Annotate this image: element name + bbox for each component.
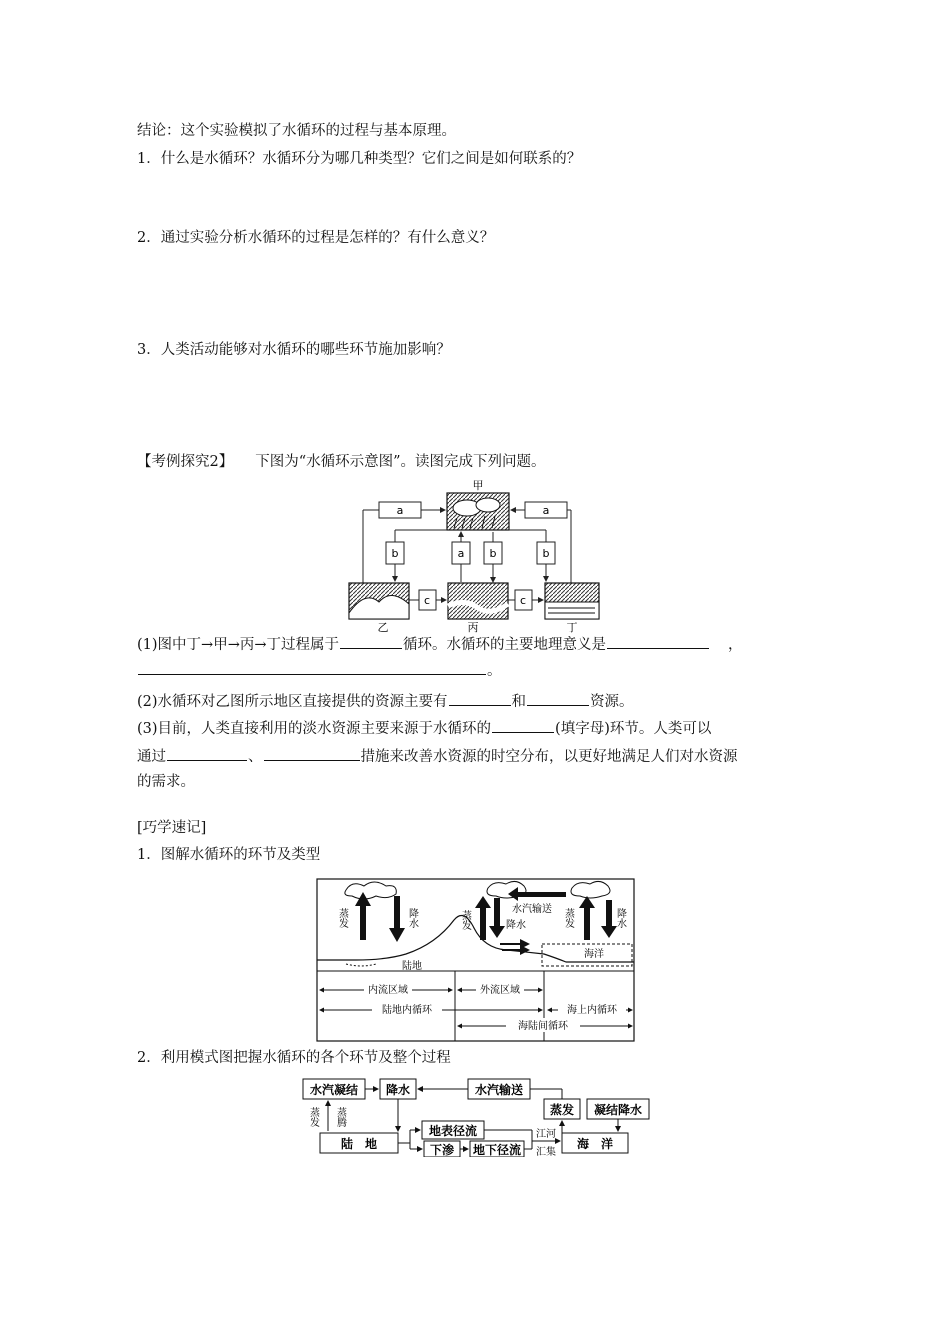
node-vapor: 水汽输送 [474,1083,524,1097]
vapor-label: 水汽输送 [512,904,552,915]
land-evap-label: 蒸发 [336,908,348,928]
gather-label: 汇集 [536,1147,556,1157]
conclusion: 结论：这个实验模拟了水循环的过程与基本原理。 [137,123,456,139]
answer-blank[interactable] [607,634,709,649]
outer-region-label: 外流区域 [480,985,520,996]
land-precip-label: 降水 [406,908,418,928]
q3-line3: 的需求。 [137,774,195,790]
box-b-middle: b [489,547,497,560]
q1-line1: (1)图中丁→甲→丙→丁过程属于 循环。水循环的主要地理意义是 ， [137,634,743,655]
sea-evap-label: 蒸发 [562,908,574,928]
node-infiltrate: 下渗 [429,1143,455,1157]
question-1: 1．什么是水循环？水循环分为哪几种类型？它们之间是如何联系的？ [137,151,582,167]
river-label: 江河 [536,1129,556,1140]
box-c-right: c [519,594,527,607]
q2-line: (2)水循环对乙图所示地区直接提供的资源主要有 和 资源。 [137,691,634,712]
question-2: 2．通过实验分析水循环的过程是怎样的？有什么意义？ [137,230,495,246]
mid-evap-label: 蒸发 [459,910,471,930]
node-ground-runoff: 地下径流 [472,1143,522,1157]
inner-region-label: 内流区域 [368,985,408,996]
answer-blank[interactable] [138,660,486,675]
water-cycle-flowchart [300,1075,652,1157]
box-b-right: b [542,547,550,560]
memory-title: [巧学速记] [137,820,207,836]
box-b-left: b [391,547,399,560]
sea-land-cycle-label: 海陆间循环 [518,1021,568,1032]
node-land: 陆 地 [340,1137,378,1151]
water-cycle-types-diagram [316,878,636,1043]
node-condense-precip: 凝结降水 [593,1103,643,1117]
answer-blank[interactable] [492,718,554,733]
question-3: 3．人类活动能够对水循环的哪些环节施加影响？ [137,342,451,358]
box-a-left: a [396,504,404,517]
box-c-left: c [423,594,431,607]
q3-line2: 通过 、 措施来改善水资源的时空分布，以更好地满足人们对水资源 [137,746,738,767]
label-bing: 丙 [467,621,479,633]
example-heading: 【考例探究2】 [137,454,234,470]
answer-blank[interactable] [264,746,360,761]
box-a-middle: a [457,547,465,560]
answer-blank[interactable] [449,691,511,706]
label-jia: 甲 [472,479,484,492]
label-ding: 丁 [566,621,578,633]
memory-item-1: 1．图解水循环的环节及类型 [137,847,321,863]
node-evap: 蒸发 [549,1103,575,1117]
transp-side-label: 蒸腾 [334,1107,346,1127]
sea-precip-label: 降水 [614,908,626,928]
box-a-right: a [542,504,550,517]
q1-line2: 。 [137,660,502,681]
answer-blank[interactable] [527,691,589,706]
node-ocean: 海 洋 [576,1137,614,1151]
answer-blank[interactable] [167,746,247,761]
example-line [137,452,546,472]
land-label: 陆地 [402,961,422,972]
answer-blank[interactable] [340,634,402,649]
node-precip: 降水 [385,1083,411,1097]
ocean-label: 海洋 [584,949,604,960]
label-yi: 乙 [377,621,389,633]
water-cycle-schematic [345,478,600,633]
sea-cycle-label: 海上内循环 [567,1005,617,1016]
node-condense: 水汽凝结 [309,1083,359,1097]
memory-item-2: 2．利用模式图把握水循环的各个环节及整个过程 [137,1050,451,1066]
evap-side-label: 蒸发 [307,1107,319,1127]
q3-line1: (3)目前，人类直接利用的淡水资源主要来源于水循环的 (填字母)环节。人类可以 [137,718,711,739]
land-cycle-label: 陆地内循环 [382,1005,432,1016]
node-surface-runoff: 地表径流 [428,1124,478,1138]
example-intro: 下图为“水循环示意图”。读图完成下列问题。 [255,454,546,470]
mid-precip-label: 降水 [506,920,526,931]
